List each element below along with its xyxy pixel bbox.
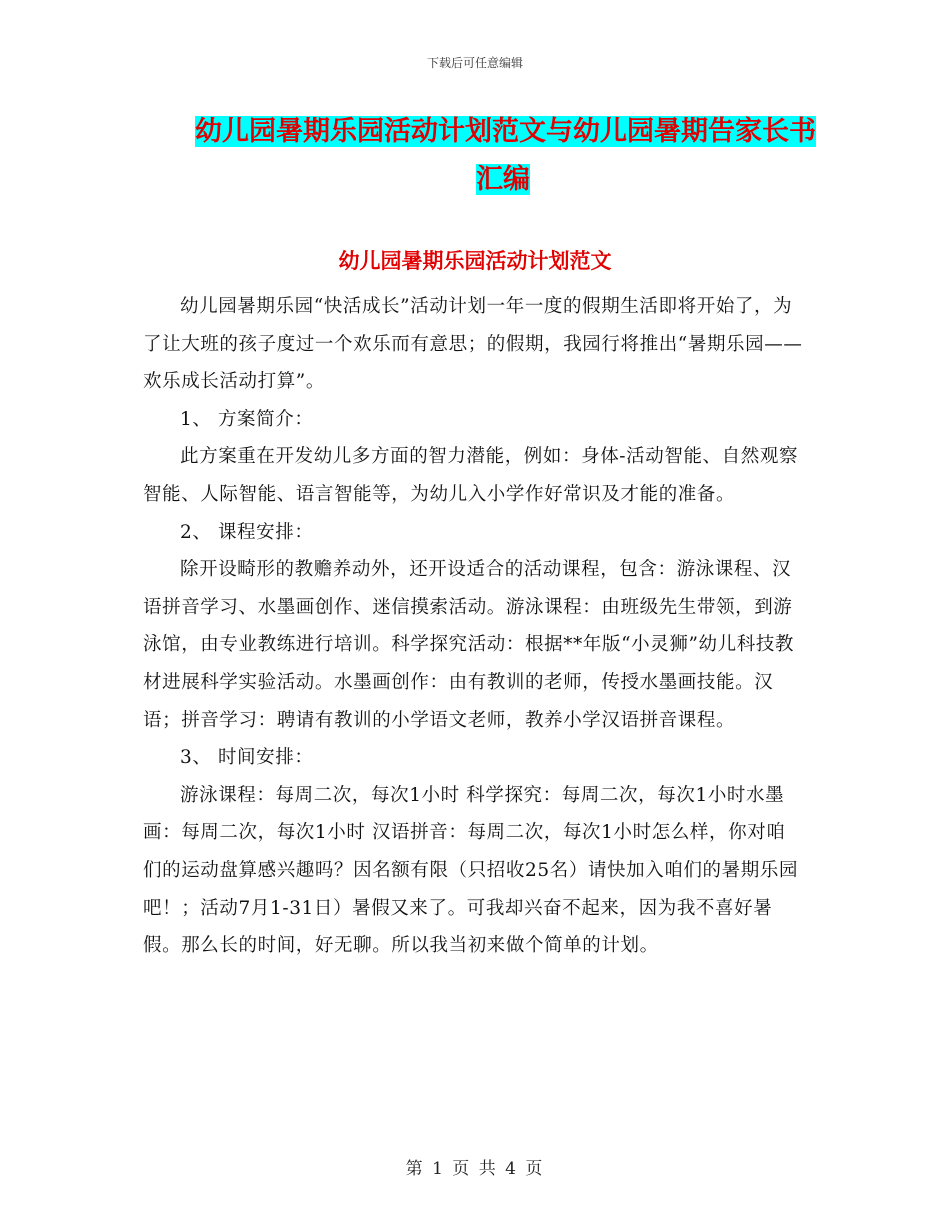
title-line-2: [195, 156, 815, 204]
paragraph-courses: 除开设畸形的教赡养动外，还开设适合的活动课程，包含：游泳课程、汉语拼音学习、水墨画创作、迷信摸索活动。游泳课程：由班级先生带领，到游泳馆，由专业教练进行培训。科学探究活动：根据**年版“小灵狮”幼儿科技教材进展科学实验活动。水墨画创作：由有教训的老师，传授水墨画技能。汉语；拼音学习：聘请有教训的小学语文老师，教养小学汉语拼音课程。: [143, 559, 795, 731]
title-line-1: [195, 108, 815, 156]
document-body: [143, 288, 803, 965]
title-line-2-text: 汇编: [476, 164, 530, 195]
paragraph-overview: 此方案重在开发幼儿多方面的智力潜能，例如：身体-活动智能、自然观察智能、人际智能、语言智能等，为幼儿入小学作好常识及才能的准备。: [143, 446, 799, 505]
title-line-1-text: 幼儿园暑期乐园活动计划范文与幼儿园暑期告家长书: [195, 116, 816, 147]
section-heading: 幼儿园暑期乐园活动计划范文: [338, 248, 612, 273]
item-heading-2: 2、 课程安排：: [180, 521, 314, 543]
item-heading-1: 1、 方案简介：: [180, 408, 314, 430]
header-note: 下载后可任意编辑: [426, 56, 523, 70]
paragraph-schedule: 游泳课程：每周二次，每次1小时 科学探究：每周二次，每次1小时水墨画：每周二次，每次1小时 汉语拼音：每周二次，每次1小时怎么样，你对咱们的运动盘算感兴趣吗？因名额有限（只招收25名）请快加入咱们的暑期乐园吧！；活动7月1-31日）暑假又来了。可我却兴奋不起来，因为我不喜好暑假。那么长的时间，好无聊。所以我当初来做个简单的计划。: [143, 784, 799, 957]
document-title: [195, 108, 815, 204]
item-heading-3: 3、 时间安排：: [180, 747, 314, 769]
paragraph-intro: 幼儿园暑期乐园“快活成长”活动计划一年一度的假期生活即将开始了，为了让大班的孩子度过一个欢乐而有意思；的假期，我园行将推出“暑期乐园——欢乐成长活动打算”。: [143, 296, 803, 393]
page-footer: 第 1 页 共 4 页: [405, 1159, 545, 1179]
